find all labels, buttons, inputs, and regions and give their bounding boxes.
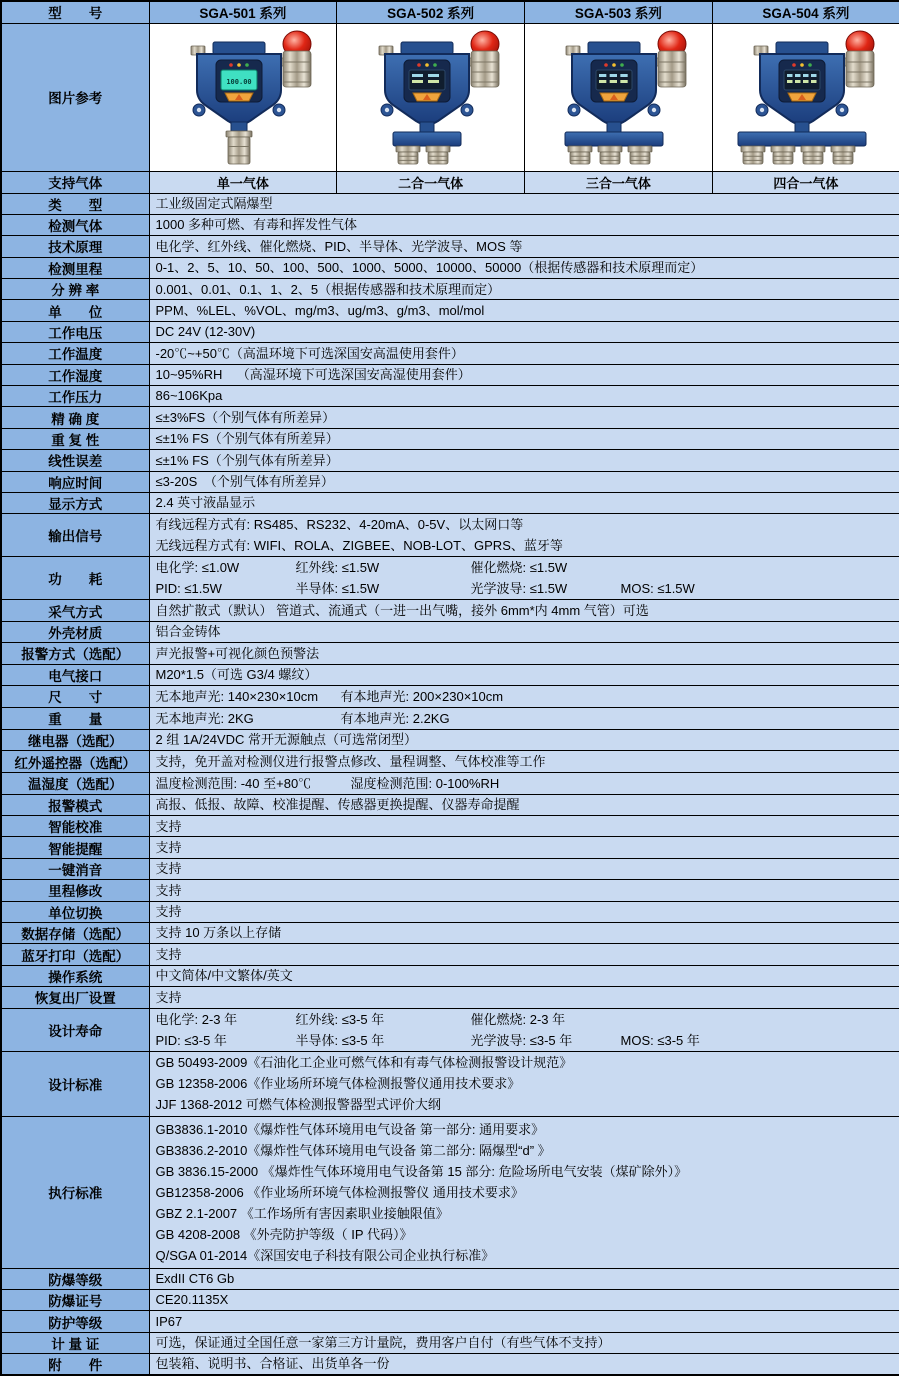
spec-segment: 半导体: ≤1.5W (295, 581, 380, 597)
spec-row (1, 300, 899, 321)
image-row (1, 23, 899, 171)
spec-value: ≤3-20S （个别气体有所差异） (149, 471, 899, 492)
row-label: 分 辨 率 (1, 279, 149, 300)
spec-value: ExdII CT6 Gb (149, 1268, 899, 1289)
spec-value (149, 514, 899, 557)
row-label: 温湿度（选配） (1, 772, 149, 794)
spec-value: 包装箱、说明书、合格证、出货单各一份 (149, 1354, 899, 1376)
manifold (393, 132, 461, 146)
row-label: 外壳材质 (1, 621, 149, 642)
spec-value: ≤±1% FS（个别气体有所差异） (149, 450, 899, 471)
mount-cap (401, 42, 453, 54)
spec-value: 声光报警+可视化颜色预警法 (149, 643, 899, 664)
led-green (433, 63, 437, 67)
spec-value: 2.4 英寸液晶显示 (149, 492, 899, 513)
row-label: 操作系统 (1, 965, 149, 986)
spec-row (1, 193, 899, 214)
row-label: 输出信号 (1, 514, 149, 557)
row-label: 计 量 证 (1, 1332, 149, 1353)
sensor-probe (741, 146, 765, 164)
spec-row (1, 880, 899, 901)
spec-value: ≤±3%FS（个别气体有所差异） (149, 407, 899, 428)
row-label: 精 确 度 (1, 407, 149, 428)
spec-value: M20*1.5（可选 G3/4 螺纹） (149, 664, 899, 685)
led-yellow (237, 63, 241, 67)
row-label-image: 图片参考 (1, 23, 149, 171)
detector-image (530, 26, 706, 166)
model-header: SGA-504 系列 (712, 1, 899, 23)
led-yellow (800, 63, 804, 67)
row-label: 响应时间 (1, 471, 149, 492)
row-label: 红外遥控器（选配） (1, 751, 149, 772)
row-label: 检测气体 (1, 214, 149, 235)
row-label: 报警模式 (1, 794, 149, 815)
spec-row (1, 471, 899, 492)
spec-segment: 红外线: ≤3-5 年 (295, 1011, 385, 1027)
spec-line (156, 773, 894, 794)
spec-value: 支持 (149, 987, 899, 1008)
spec-row (1, 772, 899, 794)
sensor-probe (831, 146, 855, 164)
spec-segment: 半导体: ≤3-5 年 (295, 1032, 385, 1048)
spec-row (1, 837, 899, 858)
spec-value: 可选，保证通过全国任意一家第三方计量院，费用客户自付（有些气体不支持） (149, 1332, 899, 1353)
spec-line (156, 1009, 894, 1030)
led-green (621, 63, 625, 67)
spec-row (1, 514, 899, 557)
spec-segment: 温度检测范围: -40 至+80℃ (155, 775, 312, 791)
spec-row (1, 707, 899, 729)
sensor-probe (628, 146, 652, 164)
spec-value (149, 1116, 899, 1268)
row-label: 工作温度 (1, 343, 149, 364)
mount-cap (588, 42, 640, 54)
screen-reading: 100.00 (226, 77, 252, 86)
mount-cap (213, 42, 265, 54)
spec-segment: 电化学: 2-3 年 (155, 1011, 238, 1027)
row-label: 重 复 性 (1, 428, 149, 449)
row-label: 单 位 (1, 300, 149, 321)
spec-value: DC 24V (12-30V) (149, 321, 899, 342)
spec-row (1, 1008, 899, 1051)
row-label: 采气方式 (1, 600, 149, 621)
spec-value: 10~95%RH （高湿环境下可选深国安高湿使用套件） (149, 364, 899, 385)
spec-value: 支持 (149, 901, 899, 922)
spec-row (1, 343, 899, 364)
spec-row (1, 643, 899, 664)
spec-row (1, 600, 899, 621)
spec-row (1, 321, 899, 342)
row-label: 智能校准 (1, 816, 149, 837)
row-label: 一键消音 (1, 858, 149, 879)
spec-segment: PID: ≤1.5W (155, 581, 222, 597)
spec-line: GBZ 2.1-2007 《工作场所有害因素职业接触限值》 (155, 1205, 449, 1221)
spec-value: 支持 (149, 944, 899, 965)
sensor-probe (771, 146, 795, 164)
spec-value: 0.001、0.01、0.1、1、2、5（根据传感器和技术原理而定） (149, 279, 899, 300)
spec-row (1, 236, 899, 257)
row-label: 防护等级 (1, 1311, 149, 1332)
spec-row (1, 664, 899, 685)
spec-row (1, 1268, 899, 1289)
led-green (245, 63, 249, 67)
row-label: 类 型 (1, 193, 149, 214)
spec-value (149, 707, 899, 729)
spec-row (1, 729, 899, 750)
sensor-probe (396, 146, 420, 164)
spec-value (149, 685, 899, 707)
spec-row (1, 407, 899, 428)
manifold (738, 132, 866, 146)
spec-line: GB3836.2-2010《爆炸性气体环境用电气设备 第二部分: 隔爆型“d” 》 (155, 1142, 551, 1158)
spec-segment: 催化燃烧: ≤1.5W (470, 560, 568, 576)
spec-row (1, 1290, 899, 1311)
spec-value: 支持 (149, 837, 899, 858)
spec-line (156, 686, 894, 707)
spec-row (1, 492, 899, 513)
spec-line (156, 557, 894, 578)
spec-line: 有线远程方式有: RS485、RS232、4-20mA、0-5V、以太网口等 (155, 517, 524, 533)
spec-value: 高报、低报、故障、校准提醒、传感器更换提醒、仪器寿命提醒 (149, 794, 899, 815)
detector-image (343, 26, 519, 166)
spec-value: 电化学、红外线、催化燃烧、PID、半导体、光学波导、MOS 等 (149, 236, 899, 257)
product-image-cell (525, 23, 713, 171)
spec-row (1, 944, 899, 965)
row-label: 技术原理 (1, 236, 149, 257)
spec-row (1, 1332, 899, 1353)
spec-segment: 湿度检测范围: 0-100%RH (350, 775, 500, 791)
detector-image (155, 26, 331, 166)
spec-segment: 有本地声光: 200×230×10cm (340, 688, 504, 704)
row-label-model: 型 号 (1, 1, 149, 23)
row-label: 附 件 (1, 1354, 149, 1376)
row-label: 里程修改 (1, 880, 149, 901)
sensor-probe (568, 146, 592, 164)
spec-line (156, 708, 894, 729)
spec-segment: MOS: ≤1.5W (620, 581, 695, 597)
spec-segment: 催化燃烧: 2-3 年 (470, 1011, 566, 1027)
model-header: SGA-503 系列 (525, 1, 713, 23)
spec-line: GB 50493-2009《石油化工企业可燃气体和有毒气体检测报警设计规范》 (155, 1055, 573, 1071)
spec-row (1, 965, 899, 986)
spec-value: 支持 10 万条以上存储 (149, 923, 899, 944)
spec-value: 支持 (149, 880, 899, 901)
model-header: SGA-502 系列 (337, 1, 525, 23)
spec-row (1, 1051, 899, 1116)
row-label: 防爆等级 (1, 1268, 149, 1289)
spec-value: 支持，免开盖对检测仪进行报警点修改、量程调整、气体校准等工作 (149, 751, 899, 772)
sensor-probe (426, 146, 450, 164)
row-label: 线性误差 (1, 450, 149, 471)
row-label: 重 量 (1, 707, 149, 729)
spec-line: GB 12358-2006《作业场所环境气体检测报警仪通用技术要求》 (155, 1076, 521, 1092)
spec-row (1, 1116, 899, 1268)
led-red (229, 63, 233, 67)
spec-value (149, 557, 899, 600)
spec-segment: 光学波导: ≤1.5W (470, 581, 568, 597)
spec-row (1, 816, 899, 837)
spec-segment: 有本地声光: 2.2KG (340, 710, 450, 726)
row-label: 报警方式（选配） (1, 643, 149, 664)
supported-gas-value: 单一气体 (149, 171, 337, 193)
row-label: 智能提醒 (1, 837, 149, 858)
spec-row (1, 257, 899, 278)
spec-segment: MOS: ≤3-5 年 (620, 1032, 700, 1048)
model-header: SGA-501 系列 (149, 1, 337, 23)
spec-line: GB3836.1-2010《爆炸性气体环境用电气设备 第一部分: 通用要求》 (155, 1121, 545, 1137)
led-red (605, 63, 609, 67)
spec-value: IP67 (149, 1311, 899, 1332)
row-label: 设计标准 (1, 1051, 149, 1116)
row-label: 设计寿命 (1, 1008, 149, 1051)
row-label: 检测里程 (1, 257, 149, 278)
row-label: 工作电压 (1, 321, 149, 342)
spec-row (1, 901, 899, 922)
spec-segment: 光学波导: ≤3-5 年 (470, 1032, 573, 1048)
spec-row (1, 923, 899, 944)
spec-value: CE20.1135X (149, 1290, 899, 1311)
spec-value: 中文简体/中文繁体/英文 (149, 965, 899, 986)
supported-gas-value: 三合一气体 (525, 171, 713, 193)
spec-row (1, 1354, 899, 1376)
supported-gas-value: 二合一气体 (337, 171, 525, 193)
spec-line: GB 3836.15-2000 《爆炸性气体环境用电气设备第 15 部分: 危险场所电气安装（煤矿除外）》 (155, 1163, 688, 1179)
spec-value: -20℃~+50℃（高温环境下可选深国安高温使用套件） (149, 343, 899, 364)
row-label: 恢复出厂设置 (1, 987, 149, 1008)
model-row (1, 1, 899, 23)
led-yellow (425, 63, 429, 67)
spec-row (1, 794, 899, 815)
spec-row (1, 450, 899, 471)
row-label: 工作湿度 (1, 364, 149, 385)
spec-value (149, 772, 899, 794)
spec-value: 铝合金铸体 (149, 621, 899, 642)
spec-row (1, 557, 899, 600)
spec-row (1, 987, 899, 1008)
sensor-probe (801, 146, 825, 164)
mount-cap (776, 42, 828, 54)
row-label: 防爆证号 (1, 1290, 149, 1311)
spec-value: 支持 (149, 858, 899, 879)
led-red (792, 63, 796, 67)
led-green (808, 63, 812, 67)
spec-segment: PID: ≤3-5 年 (155, 1032, 227, 1048)
spec-value (149, 1051, 899, 1116)
sensor-probe (226, 131, 252, 164)
row-label: 尺 寸 (1, 685, 149, 707)
spec-value: PPM、%LEL、%VOL、mg/m3、ug/m3、g/m3、mol/mol (149, 300, 899, 321)
gas-row (1, 171, 899, 193)
spec-value: 86~106Kpa (149, 386, 899, 407)
spec-line: GB12358-2006 《作业场所环境气体检测报警仪 通用技术要求》 (155, 1184, 524, 1200)
row-label: 继电器（选配） (1, 729, 149, 750)
spec-value: 自然扩散式（默认） 管道式、流通式（一进一出气嘴，接外 6mm*内 4mm 气管）可选 (149, 600, 899, 621)
spec-value (149, 1008, 899, 1051)
spec-row (1, 751, 899, 772)
spec-line: 无线远程方式有: WIFI、ROLA、ZIGBEE、NOB-LOT、GPRS、蓝牙等 (155, 538, 563, 554)
led-yellow (613, 63, 617, 67)
row-label: 显示方式 (1, 492, 149, 513)
row-label: 电气接口 (1, 664, 149, 685)
manifold (565, 132, 663, 146)
spec-value: 1000 多种可燃、有毒和挥发性气体 (149, 214, 899, 235)
spec-line (156, 1030, 894, 1051)
spec-value: 0-1、2、5、10、50、100、500、1000、5000、10000、50000（根据传感器和技术原理而定） (149, 257, 899, 278)
row-label: 工作压力 (1, 386, 149, 407)
spec-row (1, 1311, 899, 1332)
row-label: 单位切换 (1, 901, 149, 922)
sensor-probe (598, 146, 622, 164)
spec-row (1, 364, 899, 385)
spec-value: 支持 (149, 816, 899, 837)
spec-value: 2 组 1A/24VDC 常开无源触点（可选常闭型） (149, 729, 899, 750)
product-image-cell (337, 23, 525, 171)
spec-row (1, 428, 899, 449)
spec-line (156, 578, 894, 599)
spec-row (1, 685, 899, 707)
spec-row (1, 214, 899, 235)
spec-line: Q/SGA 01-2014《深国安电子科技有限公司企业执行标准》 (155, 1247, 495, 1263)
row-label: 功 耗 (1, 557, 149, 600)
row-label: 蓝牙打印（选配） (1, 944, 149, 965)
spec-value: 工业级固定式隔爆型 (149, 193, 899, 214)
spec-row (1, 279, 899, 300)
spec-segment: 无本地声光: 140×230×10cm (155, 688, 319, 704)
spec-line: GB 4208-2008 《外壳防护等级（ IP 代码）》 (155, 1226, 413, 1242)
supported-gas-value: 四合一气体 (712, 171, 899, 193)
row-label-gas: 支持气体 (1, 171, 149, 193)
spec-row (1, 386, 899, 407)
row-label: 数据存储（选配） (1, 923, 149, 944)
row-label: 执行标准 (1, 1116, 149, 1268)
spec-row (1, 621, 899, 642)
spec-value: ≤±1% FS（个别气体有所差异） (149, 428, 899, 449)
spec-segment: 无本地声光: 2KG (155, 710, 254, 726)
spec-segment: 电化学: ≤1.0W (155, 560, 240, 576)
spec-line: JJF 1368-2012 可燃气体检测报警器型式评价大纲 (155, 1097, 441, 1113)
led-red (417, 63, 421, 67)
spec-segment: 红外线: ≤1.5W (295, 560, 380, 576)
product-image-cell (149, 23, 337, 171)
detector-image (718, 26, 894, 166)
spec-row (1, 858, 899, 879)
product-image-cell (712, 23, 899, 171)
